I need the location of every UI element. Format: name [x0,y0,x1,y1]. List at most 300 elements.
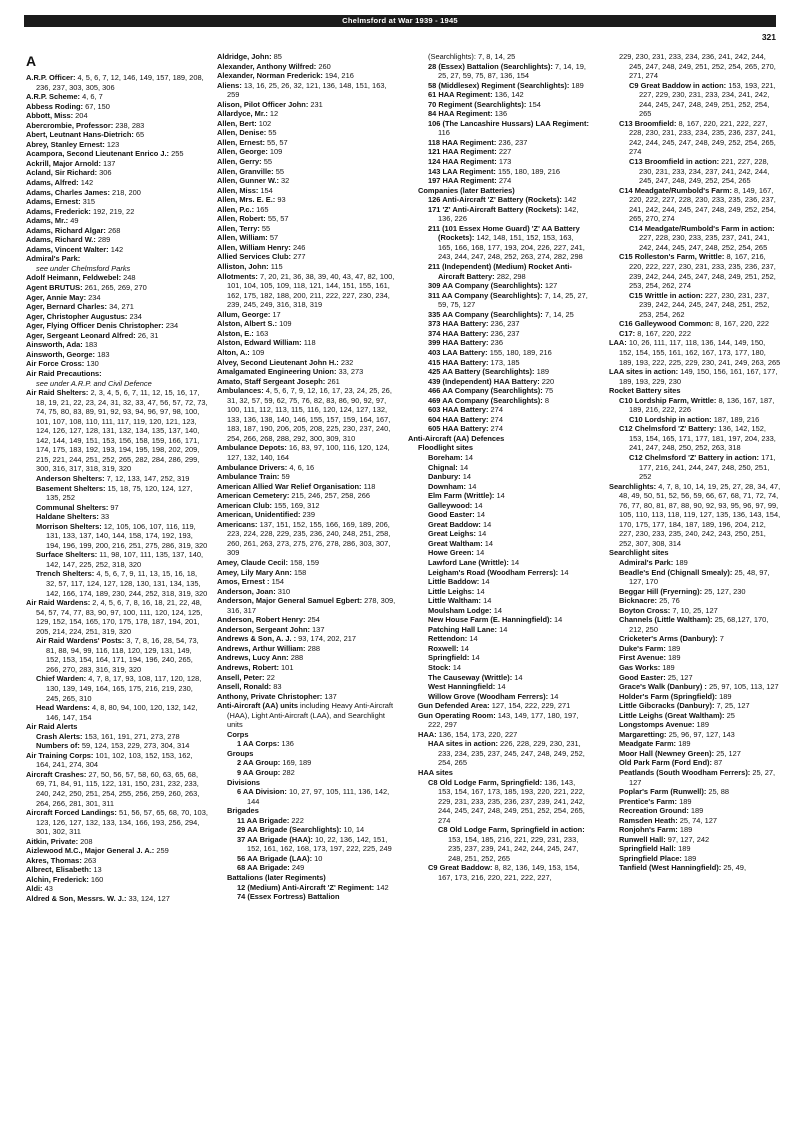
index-entry [217,825,399,835]
entry-heading: Chignal: [428,462,458,472]
entry-heading: Agent BRUTUS: [26,283,83,293]
entry-heading: 37 AA Brigade (HAA): [237,834,313,844]
index-entry [26,369,208,379]
entry-locators: 14 [474,510,486,520]
index-entry [408,577,590,587]
entry-heading: 58 (Middlesex) Regiment (Searchlights): [428,80,570,90]
entry-heading: 74 (Essex Fortress) Battalion [237,892,340,902]
index-entry [599,644,780,654]
entry-heading: Gun Defended Area: [418,701,490,711]
entry-locators: 116 [438,128,450,138]
entry-heading: 603 HAA Battery: [428,405,489,415]
index-entry [599,634,780,644]
index-entry [217,195,399,205]
entry-locators: 130 [84,359,99,369]
index-entry [408,81,590,91]
index-entry [408,396,590,406]
index-entry [599,596,780,606]
entry-heading: 9 AA Group: [237,768,281,778]
entry-heading: Floodlight sites [418,443,473,453]
index-entry [217,463,399,473]
entry-heading: American, Unidentified: [217,510,301,520]
index-entry [217,167,399,177]
index-entry [408,281,590,291]
entry-heading: Ainsworth, George: [26,349,96,359]
entry-heading: Boyton Cross: [619,605,671,615]
entry-heading: Gas Works: [619,663,661,672]
index-entry [26,293,208,303]
index-entry [408,558,590,568]
entry-locators: 268 [105,225,121,235]
entry-locators: 93, 174, 202, 217 [296,634,357,644]
entry-locators: 236 [488,338,503,348]
entry-heading: Little Leighs (Great Waltham): [619,710,725,720]
index-entry [217,176,399,186]
index-entry [217,701,399,730]
index-entry [408,825,590,863]
entry-locators: 109 [267,147,283,157]
index-entry [217,109,399,119]
index-entry [217,625,399,635]
index-entry [26,751,208,770]
entry-heading: Little Baddow: [428,577,480,587]
entry-heading: Roxwell: [428,643,459,653]
index-entry [217,577,399,587]
index-entry [26,512,208,522]
entry-locators: 14 [472,500,483,510]
entry-heading: C12 Chelmsford 'Z' Battery: [619,424,717,434]
running-title: Chelmsford at War 1939 - 1945 [342,16,458,25]
entry-heading: Anderson, Major General Samuel Egbert: [217,596,363,606]
entry-heading: Alexander, Norman Frederick: [217,71,323,81]
entry-locators: 16, 83, 97, 100, 116, 120, 124, 127, 132, 140, 164 [227,443,390,462]
entry-heading: Ambulance Depots: [217,443,287,453]
entry-locators: 226, 228, 229, 230, 231, 233, 234, 235, 237, 245, 247, 248, 249, 252, 254, 265 [438,739,585,768]
entry-locators: 7, 12, 133, 147, 252, 319 [104,473,190,483]
entry-locators: 183 [82,340,98,350]
entry-heading: Corps [227,729,249,739]
index-entry [217,644,399,654]
entry-heading: Galleywood: [428,500,473,510]
entry-heading: Andrews & Son, A. J. : [217,634,297,644]
entry-heading: Margaretting: [619,729,667,739]
entry-heading: Head Wardens: [36,703,90,713]
entry-heading: Allied Services Club: [217,252,291,262]
entry-locators: 4, 5, 6, 7, 9, 11, 13, 15, 16, 18, 32, 57, 117, 124, 127, 128, 130, 131, 134, 135, 142, 166, 174, 189, 230, 244, 252, 318, 319, 320 [46,569,208,598]
index-entry [217,568,399,578]
entry-locators: 25, 27, 127 [629,768,776,787]
index-entry [26,207,208,217]
entry-heading: Andrews, Lucy Ann: [217,653,289,663]
entry-heading: Air Raid Alerts [26,722,78,732]
entry-locators: 14 [482,538,494,548]
index-entry [408,606,590,616]
entry-locators: 101, 102, 103, 152, 153, 162, 164, 241, 274, 304 [36,750,193,770]
index-entry [599,81,780,119]
entry-heading: Old Park Farm (Ford End): [619,758,712,768]
entry-locators: 33, 273 [336,367,364,377]
index-entry [408,682,590,692]
entry-heading: 29 AA Brigade (Searchlights): [237,825,342,835]
index-entry [26,102,208,112]
entry-locators: 25, 74, 127 [677,815,717,825]
entry-heading: Adolf Heimann, Feldwebel: [26,273,122,283]
entry-locators: 231 [308,99,323,109]
index-entry [217,100,399,110]
entry-heading: Aizlewood M.C., Major General J. A.: [26,846,155,856]
index-entry [26,216,208,226]
index-entry [217,835,399,854]
entry-heading: 415 HAA Battery: [428,357,489,367]
index-entry [26,321,208,331]
entry-heading: Admiral's Park: [26,254,81,264]
entry-heading: Great Waltham: [428,538,483,548]
index-entry [217,386,399,443]
entry-heading: Numbers of: [36,741,80,751]
index-entry [408,539,590,549]
entry-heading: Air Raid Wardens: [26,598,91,608]
index-entry [599,720,780,730]
index-entry [408,167,590,177]
entry-heading: 84 HAA Regiment: [428,109,493,119]
index-entry [408,863,590,882]
index-entry [217,233,399,243]
entry-heading: Ager, Sergeant Leonard Alfred: [26,330,136,340]
index-entry [599,119,780,157]
entry-locators: 289 [95,235,111,245]
index-entry [217,214,399,224]
entry-heading: Allen, Gunner W.: [217,176,279,186]
entry-locators: 55, 57 [264,137,288,147]
index-entry [599,587,780,597]
entry-heading: Howe Green: [428,548,474,558]
index-entry [26,484,208,503]
entry-heading: Amey, Claude Cecil: [217,557,288,567]
entry-heading: Allotments: [217,271,258,281]
index-entry [26,245,208,255]
entry-heading: 373 HAA Battery: [428,319,489,329]
entry-heading: Prentice's Farm: [619,796,677,806]
entry-heading: Amey, Lily Mary Ann: [217,567,292,577]
entry-heading: Allen, George: [217,147,268,157]
entry-locators: 25, 96, 97, 127, 143 [666,729,735,739]
entry-locators: 192, 219, 22 [90,206,135,216]
entry-heading: Springfield Place: [619,853,682,863]
entry-locators: 13 [91,865,102,875]
entry-locators: 27, 50, 56, 57, 58, 60, 63, 65, 68, 69, 71, 84, 91, 115, 122, 131, 150, 231, 232, 233, 240, 242, 250, 251, 254, 255, 256, 259, 260, 263, 264, 266, 281, 301, 311 [36,769,200,808]
index-entry [217,491,399,501]
entry-locators: 255 [169,149,184,159]
index-entry [217,252,399,262]
entry-heading: Beadle's End (Chignall Smealy): [619,567,733,577]
entry-heading: Anderson, Joan: [217,586,276,596]
index-entry [599,386,780,396]
entry-heading: Companies (later Batteries) [418,185,515,195]
entry-heading: C10 Lordship Farm, Writtle: [619,395,717,405]
entry-heading: 399 HAA Battery: [428,338,489,348]
index-entry [599,606,780,616]
index-entry [408,310,590,320]
index-entry [408,453,590,463]
entry-heading: Ainsworth, Ada: [26,340,83,350]
entry-locators: 14 [495,682,506,692]
index-entry [26,264,208,274]
entry-heading: Beggar Hill (Fryerning): [619,586,703,596]
entry-locators: 154 [258,185,273,195]
index-entry [408,510,590,520]
index-entry [599,568,780,587]
index-entry [408,596,590,606]
entry-heading: Akres, Thomas: [26,855,82,865]
entry-heading: Good Easter: [428,510,475,520]
entry-locators: 160 [88,874,104,884]
index-entry [408,692,590,702]
index-entry [599,52,780,81]
entry-locators: 8, 167, 220, 222 [635,328,691,338]
index-entry [217,367,399,377]
entry-heading: Allen, Mrs. E. E.: [217,195,276,205]
index-entry [26,331,208,341]
entry-locators: 163 [253,328,269,338]
index-entry [599,252,780,290]
entry-locators: 288 [288,653,304,663]
entry-locators: 136, 142 [492,90,524,100]
index-entry [26,837,208,847]
entry-heading: 311 AA Company (Searchlights): [428,290,543,300]
index-entry [599,682,780,692]
entry-locators: 14 [458,643,469,653]
entry-locators: 10 [312,853,323,863]
entry-locators: 142, 148, 151, 152, 153, 163, 165, 166, 168, 177, 193, 204, 226, 227, 241, 243, 244, 247, 248, 252, 263, 274, 282, 298 [438,233,585,262]
index-entry [599,319,780,329]
entry-heading: Anti-Aircraft (AA) Defences [408,433,505,443]
entry-heading: HAA sites [418,768,453,778]
entry-locators: 85 [271,52,282,61]
index-entry [26,722,208,732]
entry-locators: 11, 98, 107, 111, 135, 137, 140, 142, 147, 225, 252, 318, 320 [46,550,204,569]
entry-locators: 14 [469,653,480,663]
entry-heading: Good Easter: [619,672,666,682]
entry-heading: Adams, Alfred: [26,178,79,188]
entry-locators: 10, 27, 97, 105, 111, 136, 142, 144 [247,787,390,806]
entry-locators: 189 [569,80,584,90]
entry-heading: 469 AA Company (Searchlights): [428,395,543,405]
entry-heading: Ambulances: [217,386,264,396]
entry-locators: 33 [98,512,110,522]
index-entry [26,770,208,808]
entry-heading: Allen, P.c.: [217,204,255,214]
entry-heading: Aitkin, Private: [26,836,79,846]
entry-locators: 173 [496,157,512,167]
index-entry [26,388,208,474]
entry-locators: 14 [481,596,492,606]
entry-heading: 11 AA Brigade: [237,815,290,825]
entry-locators: 155, 169, 312 [271,500,320,510]
entry-heading: Air Raid Shelters: [26,388,89,398]
entry-heading: New House Farm (E. Hanningfield): [428,615,552,625]
entry-locators: 221, 227, 228, 230, 231, 233, 234, 237, 241, 242, 244, 245, 247, 248, 249, 252, 254, 265 [639,157,770,186]
index-entry [26,350,208,360]
entry-locators: 189 [534,367,549,377]
entry-locators: 75 [542,386,554,396]
entry-locators: 189 [665,653,681,663]
index-entry [26,254,208,264]
entry-heading: Allen, Miss: [217,185,259,195]
index-entry [599,396,780,415]
entry-heading: Alston, Edward William: [217,338,302,348]
entry-heading: 68 AA Brigade: [237,863,290,873]
entry-locators: 227 [496,147,512,157]
index-entry [26,522,208,551]
entry-heading: Adams, Richard Algar: [26,225,106,235]
entry-heading: West Hanningfield: [428,682,496,692]
entry-locators: 239 [300,510,315,520]
index-entry [26,569,208,598]
entry-locators: 7, 10, 25, 127 [670,605,718,615]
entry-locators: 143, 149, 177, 180, 197, 222, 297 [428,710,579,730]
index-entry [217,854,399,864]
entry-heading: 118 HAA Regiment: [428,137,497,147]
entry-locators: 136, 143, 153, 154, 167, 173, 185, 193, 220, 221, 222, 229, 231, 233, 235, 236, 237, 239, 241, 242, 244, 245, 247, 248, 249, 251, 252, 254, 265, 274 [438,777,585,825]
index-entry [599,730,780,740]
entry-locators: 4, 7, 8, 17, 93, 108, 117, 120, 128, 130, 139, 149, 164, 165, 175, 216, 219, 230, 245, 265, 310 [46,674,202,703]
entry-heading: C13 Broomfield in action: [629,157,720,167]
index-entry [26,235,208,245]
index-entry [217,758,399,768]
entry-heading: 604 HAA Battery: [428,414,489,424]
entry-locators: 123 [104,139,120,149]
index-entry [599,739,780,749]
entry-locators: 14 [466,481,477,491]
entry-heading: Great Leighs: [428,529,476,539]
entry-locators: 33, 124, 127 [126,894,170,904]
entry-locators: 246 [290,242,306,252]
index-entry [599,844,780,854]
index-entry [408,634,590,644]
index-entry [26,273,208,283]
index-column-4 [599,52,780,1127]
entry-locators: 254 [305,615,320,625]
entry-locators: 25, 97, 105, 113, 127 [706,682,779,692]
entry-locators: 7, 14, 25, 27, 59, 75, 127 [438,290,588,310]
entry-heading: 12 (Medium) Anti-Aircraft 'Z' Regiment: [237,882,375,892]
index-entry [217,634,399,644]
entry-locators: 14 [462,452,474,462]
entry-locators: 142 [561,195,577,205]
entry-heading: American Club: [217,500,272,510]
entry-heading: 466 AA Company (Searchlights): [428,386,543,396]
entry-locators: 14 [497,624,508,634]
entry-locators: 142, 136, 226 [438,204,579,224]
entry-heading: Abbott, Miss: [26,111,74,121]
entry-heading: 335 AA Company (Searchlights): [428,309,543,319]
entry-locators: 25, 68,127, 170, 212, 250 [629,615,769,634]
entry-heading: Acampora, Second Lieutenant Enrico J.: [26,149,169,159]
index-entry [408,520,590,530]
entry-locators: 59, 124, 153, 229, 273, 304, 314 [79,741,190,751]
index-entry [217,806,399,816]
index-entry [217,510,399,520]
entry-locators: 8, 167, 216, 220, 222, 227, 230, 231, 233, 235, 236, 237, 239, 242, 244, 245, 247, 248, 249, 251, 252, 253, 254, 262, 274 [629,252,776,291]
entry-heading: Boreham: [428,452,463,462]
index-entry [26,503,208,513]
index-entry [408,711,590,730]
index-entry [408,644,590,654]
entry-locators: 137, 151, 152, 155, 166, 169, 189, 206, 223, 224, 228, 229, 235, 236, 240, 248, 251, 258, 260, 261, 263, 273, 275, 276, 278, 286, 303, 307, 309 [227,519,391,558]
entry-locators: 55 [266,128,277,138]
index-entry [26,283,208,293]
entry-heading: Morrison Shelters: [36,521,102,531]
index-entry [26,856,208,866]
entry-locators: 169, 189 [280,758,312,768]
entry-locators: 189 [694,720,709,730]
entry-heading: Allen, Ernest: [217,137,265,147]
index-entry [217,673,399,683]
entry-locators: 208 [78,836,93,846]
index-entry [599,291,780,320]
entry-locators: 7, 14, 25 [542,309,574,319]
index-entry [26,703,208,722]
entry-heading: The Causeway (Writtle): [428,672,513,682]
entry-heading: Basement Shelters: [36,483,106,493]
entry-heading: Ager, Bernard Charles: [26,302,108,312]
entry-locators: 274 [488,424,503,434]
entry-locators: 127 [542,281,558,291]
entry-locators: 136, 142, 152, 153, 154, 165, 171, 177, 181, 197, 204, 233, 241, 247, 248, 250, 252, 263, 318 [629,424,776,453]
entry-locators: 14 [473,548,485,558]
entry-heading: 425 AA Battery (Searchlights): [428,367,535,377]
entry-heading: 143 LAA Regiment: [428,166,496,176]
index-entry [217,873,399,883]
entry-heading: Downham: [428,481,467,491]
entry-locators: 17 [270,309,281,319]
index-entry [599,825,780,835]
entry-heading: Battalions (later Regiments) [227,873,326,883]
entry-locators: 101 [278,663,294,672]
entry-heading: Channels (Little Waltham): [619,615,713,625]
entry-locators: 236, 237 [488,328,520,338]
entry-heading: Gun Operating Room: [418,710,496,720]
index-entry [26,149,208,159]
entry-heading: C10 Lordship in action: [629,414,712,424]
index-entry [217,778,399,788]
index-entry [26,188,208,198]
index-entry [217,329,399,339]
index-entry [408,157,590,167]
index-entry [26,197,208,207]
entry-heading: Adams, Ernest: [26,197,81,207]
index-entry [408,262,590,281]
entry-heading: 126 Anti-Aircraft 'Z' Battery (Rockets): [428,195,562,205]
entry-heading: Ager, Christopher Augustus: [26,311,128,321]
index-entry [599,186,780,224]
entry-locators: 14 [457,462,469,472]
entry-locators: 12, 105, 106, 107, 116, 119, 131, 133, 137, 140, 144, 158, 174, 192, 193, 194, 196, 199, 200, 216, 251, 275, 286, 319, 320 [46,521,208,550]
entry-heading: Divisions [227,777,261,787]
entry-locators: 142 [108,244,124,254]
entry-heading: LAA: [609,338,627,348]
entry-heading: C8 Old Lodge Farm, Springfield in action: [438,825,585,835]
entry-locators: 194, 216 [322,71,354,81]
index-entry [26,302,208,312]
entry-heading: C15 Writtle in action: [629,290,703,300]
entry-heading: Ambulance Drivers: [217,462,288,472]
entry-locators: 8, 82, 136, 149, 153, 154, 167, 173, 216, 220, 221, 222, 227, [438,863,580,883]
entry-heading: Alvey, Second Lieutenant John H.: [217,357,339,367]
entry-heading: 197 HAA Regiment: [428,176,497,186]
entry-heading: Alexander, Anthony Wilfred: [217,61,317,71]
index-entry [599,806,780,816]
